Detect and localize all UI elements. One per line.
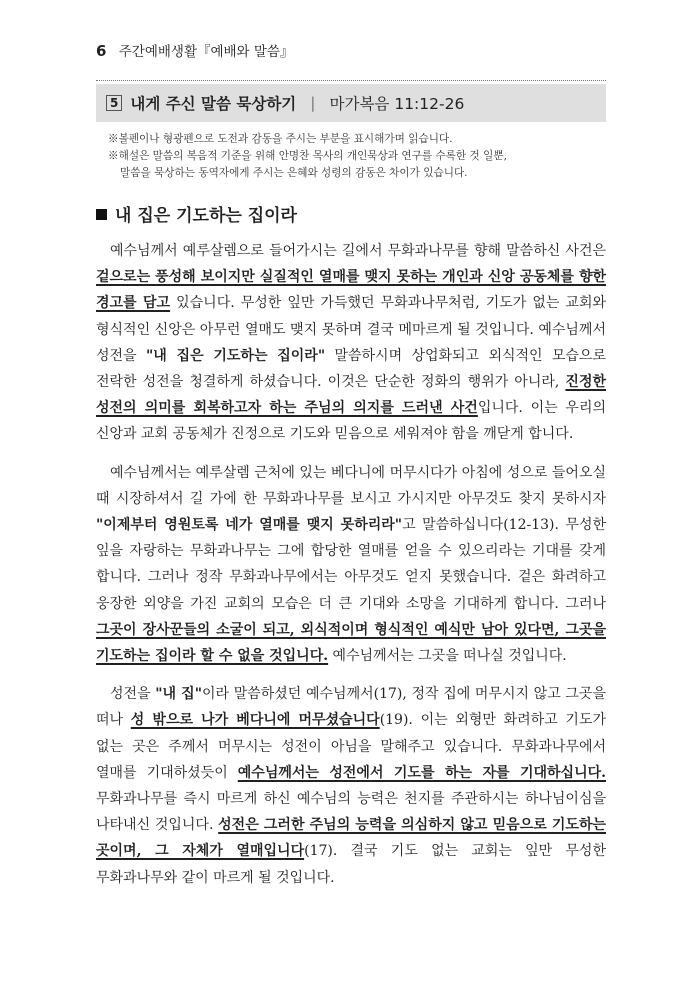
publication-title: 주간예배생활『예배와 말씀』: [118, 44, 294, 60]
heading-text: 내 집은 기도하는 집이라: [115, 206, 297, 226]
section-banner: [96, 84, 606, 122]
dotted-divider: [96, 80, 606, 81]
body-text: (17). 결국 기도 없는 교회는 잎만 무성한 무화과나무와 같이 마르게 될 것입니다.: [96, 843, 606, 886]
body-text: 입니다. 이는 우리의 신앙과 교회 공동체가 진정으로 기도와 믿음으로 세워져야 함을 깨닫게 합니다.: [96, 400, 606, 443]
devotional-body: [96, 238, 606, 903]
note-line: ※볼펜이나 형광펜으로 도전과 감동을 주시는 부분을 표시해가며 읽습니다.: [108, 133, 453, 145]
underlined-emphasis: 성 밖으로 나가 베다니에 머무셨습니다: [130, 712, 380, 729]
body-text: 예수님께서는 예루살렘 근처에 있는 베다니에 머무시다가 아침에 성으로 들어오실 때 시장하셔서 길 가에 한 무화과나무를 보시고 가시지만 아무것도 찾지 못하시자: [96, 464, 606, 507]
section-title: 내게 주신 말씀 묵상하기: [130, 95, 297, 113]
banner-separator: |: [310, 94, 316, 112]
reading-notes: [108, 131, 507, 182]
body-text: (19). 이는 외형만 화려하고 기도가 없는 곳은 주께서 머무시는 성전이 아님을 말해주고 있습니다. 무화과나무에서 열매를 기대하셨듯이: [96, 712, 606, 781]
body-text: 성전을: [110, 686, 156, 703]
body-text: 예수님께서는 그곳을 떠나실 것입니다.: [328, 648, 567, 665]
body-paragraph: [96, 681, 606, 891]
square-bullet-icon: [96, 209, 107, 220]
section-number: 5: [106, 95, 122, 111]
body-text: 말씀하시며 상업화되고 외식적인 모습으로 전락한 성전을 청결하게 하셨습니다. 이것은 단순한 정화의 행위가 아니라,: [96, 347, 606, 391]
body-text: 고 말씀하십니다(12-13). 무성한 잎을 자랑하는 무화과나무는 그에 합당한 열매를 얻을 수 있으리라는 기대를 갖게 합니다. 그러나 정작 무화과나무에서는 아무것도 얻지 못했습니다. 겉은 화려하고 웅장한 외양을 가진 교회의 모습은 더 큰 기대와 소망을 기대하게 합니다. 그러나: [96, 517, 606, 612]
body-text: 무화과나무를 즉시 마르게 하신 예수님의 능력은 천지를 주관하시는 하나님이심을 나타내신 것입니다.: [96, 791, 606, 834]
page-header: [96, 40, 293, 60]
quoted-emphasis: "내 집은 기도하는 집이라": [145, 347, 326, 364]
note-line: 말씀을 묵상하는 동역자에게 주시는 은혜와 성령의 감동은 차이가 있습니다.: [120, 167, 468, 179]
body-paragraph: [96, 460, 606, 670]
scripture-reference: 마가복음 11:12-26: [329, 95, 465, 113]
quoted-emphasis: "이제부터 영원토록 네가 열매를 맺지 못하리라": [96, 517, 403, 534]
underlined-emphasis: 진정한 성전의 의미를 회복하고자 하는 주님의 의지를 드러낸 사건: [96, 374, 606, 417]
body-text: 이라 말씀하셨던 예수님께서(17), 정작 집에 머무시지 않고 그곳을 떠나: [96, 686, 606, 729]
underlined-emphasis: 그곳이 장사꾼들의 소굴이 되고, 외식적이며 형식적인 예식만 남아 있다면, 그곳을 기도하는 집이라 할 수 없을 것입니다.: [96, 621, 606, 665]
body-paragraph: [96, 238, 606, 448]
underlined-emphasis: 예수님께서는 성전에서 기도를 하는 자를 기대하십니다.: [237, 764, 606, 781]
body-text: 있습니다. 무성한 잎만 가득했던 무화과나무처럼, 기도가 없는 교회와 형식적인 신앙은 아무런 열매도 맺지 못하며 결국 메마르게 될 것입니다. 예수님께서 성전을: [96, 295, 606, 364]
page-number: 6: [96, 42, 107, 60]
section-heading: [96, 201, 297, 226]
body-text: 예수님께서 예루살렘으로 들어가시는 길에서 무화과나무를 향해 말씀하신 사건은: [110, 243, 606, 259]
note-line: ※해설은 말씀의 복음적 기준을 위해 안명찬 목사의 개인묵상과 연구를 수록한 것 일뿐,: [108, 150, 507, 162]
quoted-emphasis: "내 집": [155, 686, 202, 703]
underlined-emphasis: 겉으로는 풍성해 보이지만 실질적인 열매를 맺지 못하는 개인과 신앙 공동체를 향한 경고를 담고: [96, 269, 606, 312]
underlined-emphasis: 성전은 그러한 주님의 능력을 의심하지 않고 믿음으로 기도하는 곳이며, 그 자체가 열매입니다: [96, 817, 606, 860]
